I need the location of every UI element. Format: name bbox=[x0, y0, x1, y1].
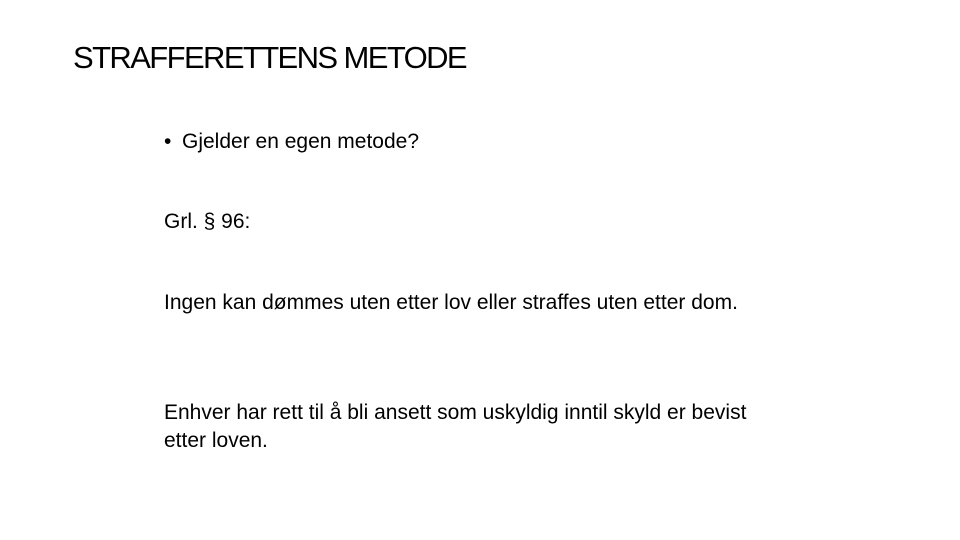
bullet-text: Gjelder en egen metode? bbox=[182, 130, 419, 153]
paragraph-law-reference: Grl. § 96: bbox=[164, 210, 251, 233]
slide-title: STRAFFERETTENS METODE bbox=[73, 40, 466, 75]
paragraph-legality-principle: Ingen kan dømmes uten etter lov eller straffes uten etter dom. bbox=[164, 291, 738, 314]
bullet-item bbox=[164, 128, 419, 156]
paragraph-presumption-of-innocence: Enhver har rett til å bli ansett som uskyldig inntil skyld er bevist etter loven. bbox=[164, 401, 747, 452]
bullet-marker: • bbox=[164, 130, 172, 153]
